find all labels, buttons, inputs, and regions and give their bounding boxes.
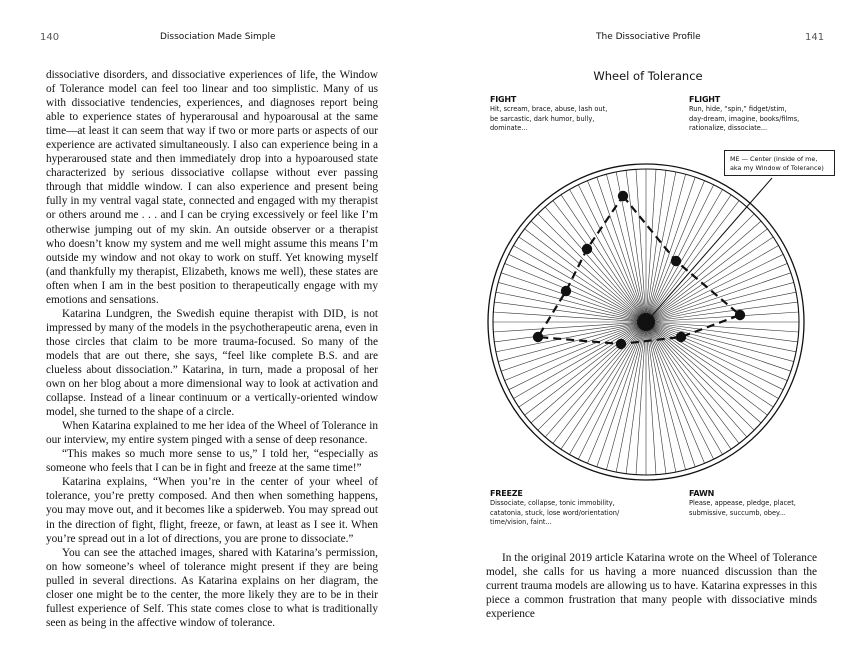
tension-point — [618, 191, 628, 201]
paragraph: dissociative disorders, and dissociative experiences of life, the Window of Tolerance model can feel too linear and too simplistic. Many of us with dissociative tendencies, experiences, and diagnoses report being able to experience states of hyperarousal and hypoarousal at the same time—at least it can seem that way if two or more parts or aspects of our experience are activated simultaneously. I also can experience being in a hyperaroused state and then immediately drop into a hypoaroused state characterized by serious dissociative collapse without ever passing through that middle window. I can also experience and present being fully in my ventral vagal state, connected and engaged with my therapist or others around me . . . and I can be crying excessively or feel like I’m otherwise jumping out of my skin. An outside observer or a therapist who doesn’t know my system and me well might assume this means I’m outside my window and not okay to work on stuff. Yet knowing myself (and thankfully my therapist, Elizabeth, knows me well), these states are often when I am in the best position to therapeutically engage with my emotions and sensations. — [46, 69, 378, 306]
page-number: 141 — [805, 32, 825, 43]
quadrant-line: Dissociate, collapse, tonic immobility, — [490, 499, 615, 507]
running-head: The Dissociative Profile — [596, 32, 701, 42]
paragraph: When Katarina explained to me her idea of the Wheel of Tolerance in our interview, my entire system pinged with a sense of deep resonance. — [46, 420, 378, 447]
paragraph: “This makes so much more sense to us,” I told her, “especially as someone who feels that I can be in fight and freeze at the same time!” — [46, 448, 378, 475]
quadrant-heading: FAWN — [689, 489, 715, 498]
quadrant-line: submissive, succumb, obey... — [689, 508, 786, 517]
callout-line: ME — Center (inside of me, — [730, 155, 818, 163]
quadrant-line: Please, appease, pledge, placet, — [689, 499, 796, 507]
quadrant-line: day-dream, imagine, books/films, — [689, 114, 800, 123]
quadrant-fawn — [689, 489, 859, 518]
paragraph: You can see the attached images, shared with Katarina’s permission, on how someone’s wheel of tolerance might present if they are being pulled in several directions. As Katarina explains on her diagram, the closer one might be to the center, the more likely they are to be in their fullest experience of Self. This state comes close to what is traditionally seen as being in the affective window of tolerance. — [46, 546, 378, 629]
tension-point — [582, 244, 592, 254]
quadrant-line: dominate... — [490, 124, 528, 133]
quadrant-line: time/vision, faint... — [490, 518, 552, 527]
paragraph: Katarina Lundgren, the Swedish equine therapist with DID, is not impressed by many of the models in the psychotherapeutic arena, even in those circles that claim to be more trauma-focused. So many of the models that are out there, she says, “feel like complete B.S. and are clueless about dissociation.” Katarina, in turn, made a proposal of her own on her blog about a more dimensional way to look at activation and collapse. Instead of a linear continuum or a vertically-oriented window model, she turned to the shape of a circle. — [46, 307, 378, 419]
tension-point — [676, 332, 686, 342]
figure-title: Wheel of Tolerance — [593, 69, 703, 83]
body-text — [46, 68, 378, 630]
tension-point — [671, 256, 681, 266]
quadrant-line: catatonia, stuck, lose word/orientation/ — [490, 508, 620, 517]
center-callout — [724, 150, 835, 176]
quadrant-line: be sarcastic, dark humor, bully, — [490, 114, 595, 123]
paragraph: Katarina explains, “When you’re in the center of your wheel of tolerance, you’re pretty composed. And then when something happens, you may move out, and it becomes like a spiderweb. You may spread out in the direction of fight, flight, freeze, or fawn, at least as I see it. When you’re spread out in a lot of directions, you are prone to dissociate.” — [46, 476, 378, 545]
quadrant-heading: FLIGHT — [689, 95, 721, 104]
tension-point — [616, 339, 626, 349]
tension-point — [533, 332, 543, 342]
quadrant-heading: FREEZE — [490, 489, 523, 498]
page-number: 140 — [40, 32, 60, 43]
quadrant-freeze — [490, 489, 680, 528]
callout-line: aka my Window of Tolerance) — [730, 164, 824, 172]
quadrant-line: Run, hide, “spin,” fidget/stim, — [689, 105, 787, 113]
right-page — [432, 0, 864, 648]
quadrant-line: rationalize, dissociate... — [689, 124, 768, 133]
running-head: Dissociation Made Simple — [160, 32, 276, 42]
quadrant-heading: FIGHT — [490, 95, 517, 104]
quadrant-line: Hit, scream, brace, abuse, lash out, — [490, 105, 608, 113]
tension-point — [735, 310, 745, 320]
paragraph: In the original 2019 article Katarina wrote on the Wheel of Tolerance model, she calls for us having a more nuanced discussion than the current trauma models are allowing us to have. Katarina expresses in this piece a common frustration that many people with dissociative minds experience — [486, 552, 817, 621]
tension-point — [561, 286, 571, 296]
body-text — [486, 551, 817, 621]
